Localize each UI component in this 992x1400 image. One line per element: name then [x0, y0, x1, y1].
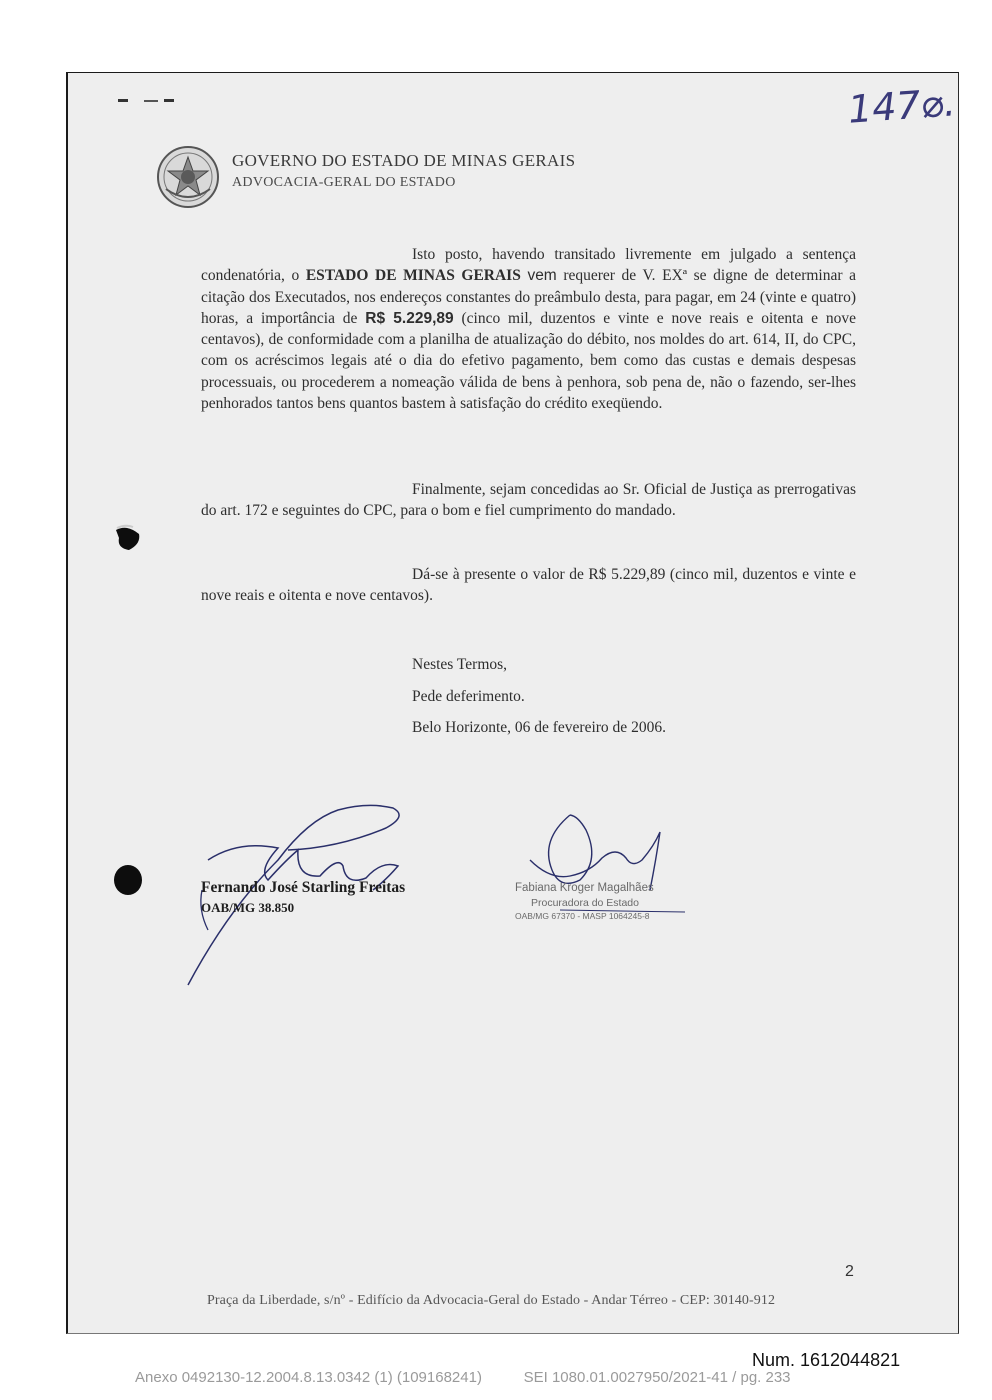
paragraph-prerogatives-text: Finalmente, sejam concedidas ao Sr. Oficial de Justiça as prerrogativas do art. 172 e seguintes do CPC, para o bom e fiel cumprimento do mandado. [201, 481, 856, 520]
paragraph-request-bold-entity: ESTADO DE MINAS GERAIS [305, 267, 521, 285]
paragraph-request [201, 244, 856, 414]
paragraph-request-text-1: Isto posto, havendo transitado livremente em julgado a sentença condenatória, o [201, 246, 856, 285]
paragraph-request-bold-amount: R$ 5.229,89 [365, 309, 454, 327]
closing-line-1: Nestes Termos, [412, 656, 508, 673]
punch-hole-lower [114, 865, 142, 895]
footer-address: Praça da Liberdade, s/nº - Edifício da Advocacia-Geral do Estado - Andar Térreo - CEP: 30140-912 [207, 1293, 776, 1308]
paragraph-value-text: Dá-se à presente o valor de R$ 5.229,89 (cinco mil, duzentos e vinte e nove reais e oitenta e nove centavos). [201, 566, 856, 605]
paragraph-prerogatives [201, 479, 856, 522]
paragraph-request-verb: vem [527, 267, 557, 285]
paragraph-request-text-2: requerer de V. EXª se digne de determinar a citação dos Executados, nos endereços constantes do preâmbulo desta, para pagar, em 24 (vinte e quatro) horas, a importância de [201, 267, 856, 327]
signatory2-stamp-registration: OAB/MG 67370 - MASP 1064245-8 [515, 911, 650, 921]
paragraph-request-text-3: (cinco mil, duzentos e vinte e nove reais e oitenta e nove centavos), de conformidade com a planilha de atualização do débito, nos moldes do art. 614, II, do CPC, com os acréscimos legais até o dia do efetivo pagamento, bem como das custas e demais despesas processuais, ou procederem a nomeação válida de bens à penhora, sob pena de, não o fazendo, ser-lhes penhorados tantos bens quantos bastem à satisfação do crédito exeqüendo. [201, 309, 857, 413]
handwritten-page-stamp: 147⌀. [846, 80, 957, 132]
paragraph-value [201, 564, 856, 607]
signatory2-stamp-title: Procuradora do Estado [531, 897, 639, 909]
closing-line-2: Pede deferimento. [412, 688, 525, 705]
document-id: Num. 1612044821 [752, 1350, 901, 1370]
state-coat-of-arms-icon [156, 145, 220, 209]
annex-reference-line: Anexo 0492130-12.2004.8.13.0342 (1) (109168241) SEI 1080.01.0027950/2021-41 / pg. 233 [135, 1369, 791, 1386]
closing-date-line: Belo Horizonte, 06 de fevereiro de 2006. [412, 719, 666, 736]
header-agency-subtitle: ADVOCACIA-GERAL DO ESTADO [232, 175, 456, 190]
header-government-title: GOVERNO DO ESTADO DE MINAS GERAIS [232, 151, 576, 170]
page-number: 2 [845, 1263, 854, 1280]
punch-hole-upper [113, 522, 143, 552]
signatory1-name: Fernando José Starling Freitas [201, 879, 406, 896]
signatory1-oab: OAB/MG 38.850 [201, 900, 295, 915]
scan-mark [118, 98, 176, 104]
signatory2-stamp-name: Fabiana Kroger Magalhães [515, 882, 654, 894]
